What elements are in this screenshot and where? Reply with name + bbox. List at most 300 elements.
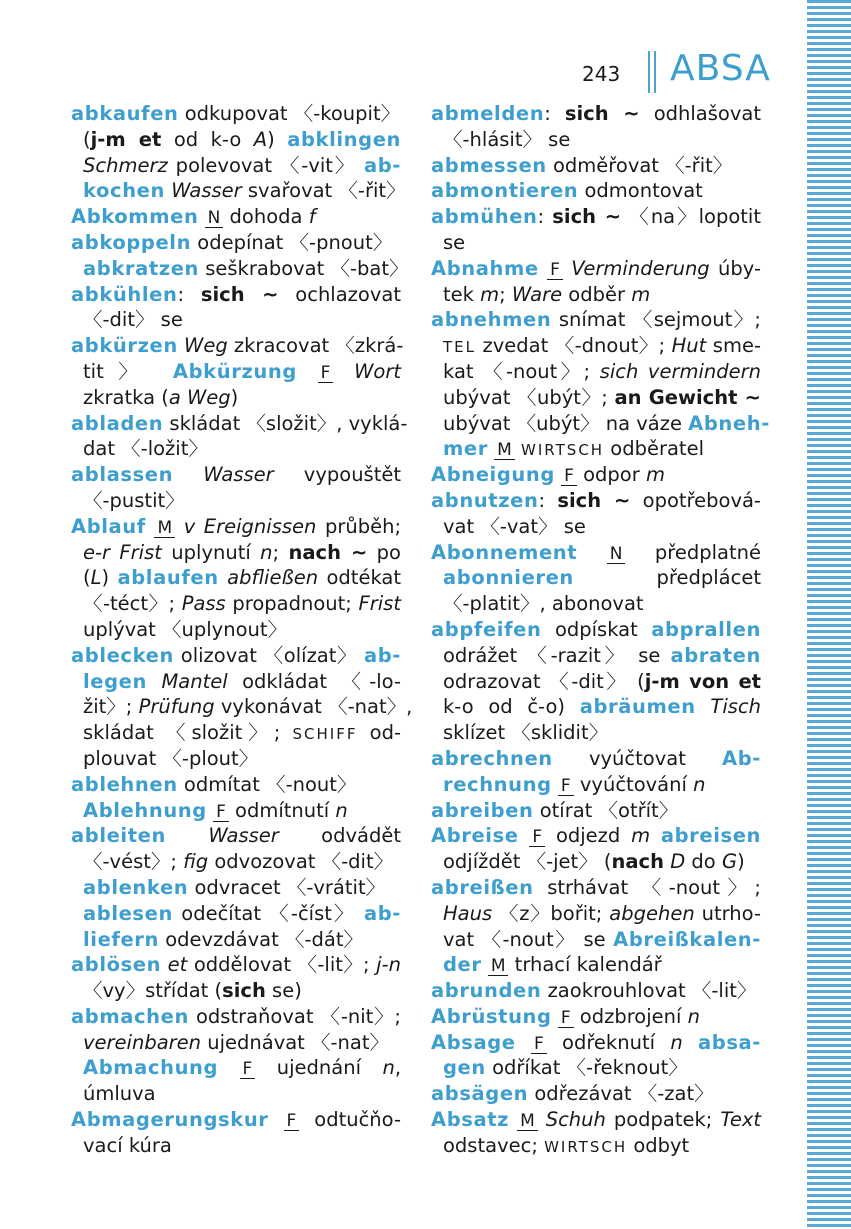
- entry-text: úby-: [709, 256, 762, 280]
- entry-text: žit〉;: [83, 695, 139, 719]
- entry-text: odstraňovat 〈-nit〉;: [188, 1004, 401, 1028]
- dictionary-line: [71, 1133, 401, 1159]
- entry-text: ;: [499, 282, 512, 306]
- headword: abkoppeln: [71, 230, 192, 254]
- dictionary-line: [431, 256, 761, 282]
- entry-text: ,: [394, 1056, 402, 1080]
- dictionary-line: [431, 204, 761, 230]
- entry-text: seškrabovat 〈-bat〉: [199, 256, 409, 280]
- entry-text: f: [308, 205, 316, 229]
- entry-text: :: [538, 488, 558, 512]
- entry-text: Tisch: [710, 695, 761, 719]
- headword: abmelden: [431, 102, 545, 125]
- gender-marker: F: [318, 364, 334, 383]
- entry-text: [147, 670, 161, 693]
- entry-text: sklízet 〈sklidit〉: [443, 721, 609, 745]
- headword: abonnieren: [443, 566, 574, 590]
- dictionary-line: [71, 101, 401, 127]
- dictionary-line: [71, 1107, 401, 1133]
- entry-text: [519, 824, 530, 847]
- entry-text: sich ~: [200, 282, 279, 306]
- dictionary-line: [431, 720, 761, 746]
- gender-marker: F: [561, 467, 577, 486]
- entry-text: odhlašovat: [639, 102, 761, 125]
- dictionary-line: [431, 1107, 761, 1133]
- dictionary-line: [431, 101, 761, 127]
- entry-text: dohoda: [223, 205, 309, 229]
- headword: legen: [83, 669, 147, 693]
- headword: ab-: [363, 153, 401, 177]
- entry-text: tek: [443, 282, 481, 306]
- entry-text: m: [645, 463, 665, 487]
- dictionary-line: [431, 591, 761, 617]
- headword: Abneh-: [688, 411, 770, 435]
- headword: liefern: [83, 927, 160, 951]
- headword: abkühlen: [71, 282, 178, 306]
- entry-text: 〈-platit〉, abonovat: [443, 592, 644, 616]
- entry-text: skládat 〈složit〉;: [83, 721, 293, 745]
- entry-text: propadnout;: [225, 592, 359, 616]
- dictionary-line: [431, 849, 761, 875]
- dictionary-line: [71, 720, 401, 746]
- entry-text: ): [737, 850, 745, 874]
- entry-text: j-m et: [90, 127, 162, 151]
- entry-text: L: [90, 566, 102, 590]
- entry-text: uplynutí: [161, 540, 261, 564]
- entry-text: ): [230, 385, 239, 409]
- entry-text: 〈-hlásit〉 se: [443, 127, 571, 151]
- entry-text: nach: [611, 850, 664, 874]
- headword: Abmagerungskur: [71, 1108, 269, 1132]
- entry-text: se): [265, 979, 302, 1003]
- entry-text: Wort: [354, 359, 401, 383]
- entry-text: n: [382, 1056, 395, 1080]
- headword: abpfeifen: [431, 617, 542, 641]
- dictionary-line: [431, 927, 761, 953]
- entry-text: sich: [222, 979, 266, 1003]
- dictionary-line: [71, 952, 401, 978]
- headword: abreißen: [431, 875, 534, 899]
- entry-text: odepínat 〈-pnout〉: [191, 230, 393, 254]
- entry-text: odvozovat 〈-dit〉: [208, 850, 394, 874]
- entry-text: Pass: [181, 592, 226, 616]
- entry-text: [219, 566, 227, 589]
- domain-label: TEL: [443, 338, 476, 357]
- entry-text: m: [631, 824, 651, 848]
- dictionary-line: [431, 514, 761, 540]
- dictionary-line: [71, 436, 401, 462]
- headword: Abneigung: [431, 463, 555, 487]
- entry-text: 〈na〉lopotit: [621, 205, 761, 229]
- headword: Abreise: [431, 824, 519, 848]
- entry-text: odrazovat 〈-dit〉 (: [443, 669, 645, 693]
- dictionary-line: [71, 282, 401, 308]
- headword: ablenken: [83, 875, 189, 899]
- entry-text: [516, 1031, 531, 1054]
- dictionary-line: [431, 385, 761, 411]
- dictionary-line: [71, 540, 401, 566]
- headword: Abreißkalen-: [613, 927, 761, 951]
- dictionary-line: [71, 256, 409, 282]
- dictionary-line: [431, 1004, 761, 1030]
- entry-text: utrho-: [694, 901, 761, 925]
- dictionary-line: [71, 230, 401, 256]
- headword: Abkommen: [71, 205, 199, 229]
- dictionary-line: [431, 540, 761, 566]
- headword: abreisen: [660, 824, 762, 848]
- entry-text: uplývat 〈uplynout〉: [83, 617, 288, 641]
- domain-label: WIRTSCH: [544, 1137, 628, 1156]
- headword: abmessen: [431, 153, 547, 177]
- headword: abrechnen: [431, 746, 553, 770]
- headword: abkürzen: [71, 334, 178, 358]
- entry-text: odběratel: [604, 437, 704, 461]
- dictionary-line: [71, 1055, 401, 1081]
- dictionary-line: [71, 978, 401, 1004]
- entry-text: odstavec;: [443, 1133, 545, 1157]
- entry-text: odměřovat 〈-řit〉: [546, 153, 733, 177]
- headword: kochen: [83, 179, 165, 203]
- dictionary-line: [71, 901, 401, 927]
- entry-text: vereinbaren: [83, 1030, 202, 1054]
- dictionary-line: [71, 746, 401, 772]
- entry-text: nach ~: [288, 540, 368, 564]
- entry-text: Ware: [511, 282, 563, 306]
- headword: abreiben: [431, 798, 534, 822]
- entry-text: n: [670, 1030, 683, 1054]
- headword: rechnung: [443, 772, 552, 796]
- dictionary-line: [71, 153, 401, 179]
- entry-text: skládat 〈složit〉, vyklá-: [163, 411, 408, 435]
- headword: abraten: [670, 643, 761, 667]
- entry-text: [683, 1031, 698, 1054]
- headword: abnehmen: [431, 308, 552, 332]
- headword: absägen: [431, 1082, 529, 1106]
- entry-text: odpískat: [541, 617, 652, 641]
- entry-text: sich ~: [564, 102, 640, 125]
- entry-text: [696, 695, 711, 718]
- entry-text: 〈z〉bořit;: [492, 901, 610, 925]
- gender-marker: F: [529, 828, 545, 847]
- headword: ab-: [363, 643, 401, 667]
- entry-text: od-: [357, 721, 401, 745]
- dictionary-line: [431, 1030, 761, 1056]
- entry-text: po: [367, 540, 401, 564]
- entry-text: m: [631, 282, 651, 306]
- thumb-index-tab: [807, 0, 851, 1229]
- entry-text: G: [721, 850, 738, 874]
- dictionary-line: [431, 1133, 761, 1159]
- entry-text: odmítnutí: [228, 798, 336, 822]
- dictionary-line: [431, 153, 761, 179]
- dictionary-line: [431, 333, 761, 359]
- dictionary-line: [431, 823, 761, 849]
- entry-text: sich ~: [552, 205, 622, 229]
- headword: abladen: [71, 411, 164, 435]
- entry-text: strhávat 〈-nout〉;: [533, 875, 761, 899]
- entry-text: kat 〈-nout〉;: [443, 359, 600, 383]
- gender-marker: M: [154, 519, 175, 538]
- entry-text: odjezd: [545, 824, 632, 848]
- dictionary-line: [431, 901, 761, 927]
- headword: abräumen: [579, 695, 696, 719]
- entry-text: Text: [720, 1108, 762, 1132]
- entry-text: 〈-téct〉;: [83, 592, 182, 616]
- dictionary-line: [431, 127, 761, 153]
- entry-text: zaokrouhlovat 〈-lit〉: [541, 979, 757, 1003]
- headword: der: [443, 953, 482, 977]
- entry-text: Mantel: [161, 669, 228, 693]
- headword: gen: [443, 1056, 486, 1080]
- entry-text: j-n: [376, 953, 401, 977]
- entry-text: Weg: [184, 334, 228, 358]
- entry-text: snímat 〈sejmout〉;: [551, 308, 761, 332]
- entry-text: podpatek;: [605, 1108, 721, 1132]
- entry-text: fig: [183, 850, 209, 874]
- gender-marker: F: [558, 777, 574, 796]
- entry-text: ujednávat 〈-nat〉: [201, 1030, 390, 1054]
- headword: abmachen: [71, 1004, 189, 1028]
- entry-text: polevovat 〈-vit〉: [167, 153, 364, 177]
- dictionary-line: [71, 307, 401, 333]
- entry-text: ): [101, 566, 118, 590]
- entry-text: odjíždět 〈-jet〉 (: [443, 850, 612, 874]
- header-divider: [654, 51, 656, 93]
- entry-text: předplácet: [573, 566, 761, 590]
- gender-marker: F: [531, 1035, 547, 1054]
- dictionary-line: [71, 127, 401, 153]
- dictionary-line: [71, 514, 401, 540]
- entry-text: odřezávat 〈-zat〉: [528, 1082, 714, 1106]
- header-divider: [648, 51, 650, 93]
- entry-text: svařovat 〈-řit〉: [241, 179, 406, 203]
- entry-text: :: [537, 205, 553, 229]
- entry-text: ): [267, 127, 288, 151]
- headword: abnutzen: [431, 488, 539, 512]
- entry-text: [297, 360, 318, 383]
- gender-marker: F: [284, 1112, 300, 1131]
- entry-text: Prüfung: [138, 695, 215, 719]
- dictionary-line: [431, 952, 761, 978]
- entry-text: zvedat 〈-dnout〉;: [476, 334, 672, 358]
- headword: ablehnen: [71, 772, 178, 796]
- headword: Absatz: [431, 1108, 510, 1132]
- dictionary-line: [431, 1081, 761, 1107]
- entry-text: e-r Frist: [83, 540, 162, 564]
- entry-text: ochlazovat: [278, 282, 401, 306]
- entry-text: odmítat 〈-nout〉: [177, 772, 357, 796]
- dictionary-line: [71, 823, 401, 849]
- entry-text: [166, 824, 208, 847]
- dictionary-line: [71, 617, 401, 643]
- entry-text: odvracet 〈-vrátit〉: [188, 875, 386, 899]
- page-number: 243: [582, 62, 621, 86]
- entry-text: :: [177, 282, 201, 306]
- entry-text: plouvat 〈-plout〉: [83, 746, 259, 770]
- entry-text: (: [83, 127, 91, 151]
- gender-marker: M: [494, 441, 515, 460]
- entry-text: ujednání: [255, 1056, 383, 1080]
- entry-text: sich vermindern: [599, 359, 762, 383]
- headword: ablösen: [71, 953, 162, 977]
- headword: abkratzen: [83, 256, 200, 280]
- gender-marker: F: [240, 1060, 256, 1079]
- headword: ablaufen: [117, 566, 219, 590]
- entry-text: odmontovat: [578, 179, 703, 203]
- page-header: [560, 48, 770, 98]
- entry-text: [577, 541, 607, 564]
- headword: ablecken: [71, 643, 174, 667]
- dictionary-line: [71, 411, 408, 437]
- domain-label: WIRTSCH: [521, 441, 605, 460]
- headword: Ablauf: [71, 514, 146, 538]
- entry-text: odzbrojení: [573, 1004, 688, 1028]
- entry-text: a Weg: [168, 385, 231, 409]
- dictionary-line: [71, 462, 401, 488]
- entry-text: 〈-vést〉;: [83, 850, 184, 874]
- dictionary-line: [71, 359, 401, 385]
- gender-marker: N: [205, 209, 224, 228]
- entry-text: :: [544, 102, 565, 125]
- entry-text: 〈-pustit〉: [83, 488, 185, 512]
- entry-text: A: [253, 127, 268, 151]
- headword: Absage: [431, 1030, 516, 1054]
- entry-text: tit〉: [83, 359, 173, 383]
- entry-text: vykonávat 〈-nat〉,: [214, 695, 413, 719]
- entry-text: odřeknutí: [546, 1030, 671, 1054]
- dictionary-line: [71, 333, 404, 359]
- entry-text: abgehen: [609, 901, 695, 925]
- entry-text: vypouštět: [273, 463, 401, 487]
- gender-marker: M: [488, 957, 509, 976]
- entry-text: oddělovat 〈-lit〉;: [187, 953, 377, 977]
- entry-text: [333, 360, 354, 383]
- headword: ablassen: [71, 463, 174, 487]
- entry-text: Wasser: [208, 824, 279, 848]
- entry-text: Hut: [671, 334, 707, 358]
- dictionary-line: [71, 385, 401, 411]
- gender-marker: F: [213, 803, 229, 822]
- entry-text: odběr: [562, 282, 632, 306]
- entry-text: dat 〈-ložit〉: [83, 437, 208, 461]
- dictionary-line: [431, 798, 761, 824]
- headword: abprallen: [651, 617, 761, 641]
- headword: Abrüstung: [431, 1004, 552, 1028]
- dictionary-line: [71, 798, 401, 824]
- dictionary-line: [71, 694, 413, 720]
- entry-text: 〈vy〉střídat (: [83, 979, 223, 1003]
- domain-label: SCHIFF: [292, 725, 358, 744]
- dictionary-line: [431, 875, 761, 901]
- headword: mer: [443, 437, 488, 461]
- dictionary-line: [431, 978, 761, 1004]
- dictionary-line: [431, 746, 761, 772]
- gender-marker: F: [558, 1009, 574, 1028]
- entry-text: sme-: [706, 334, 761, 358]
- dictionary-line: [431, 617, 761, 643]
- entry-text: Wasser: [171, 179, 242, 203]
- entry-text: v Ereignissen: [183, 514, 317, 538]
- entry-text: vat 〈-vat〉 se: [443, 514, 586, 538]
- entry-text: odečítat 〈-číst〉: [172, 901, 364, 925]
- dictionary-line: [71, 669, 401, 695]
- entry-text: ubývat 〈ubýt〉;: [443, 385, 615, 409]
- entry-text: [539, 257, 547, 280]
- entry-text: [650, 824, 661, 847]
- headword: absa-: [698, 1030, 761, 1054]
- dictionary-line: [71, 643, 401, 669]
- dictionary-line: [431, 1055, 761, 1081]
- entry-text: odbyt: [627, 1133, 690, 1157]
- entry-text: m: [480, 282, 500, 306]
- entry-text: Haus: [443, 901, 493, 925]
- entry-text: průběh;: [316, 514, 402, 538]
- dictionary-line: [431, 643, 761, 669]
- dictionary-line: [431, 565, 761, 591]
- left-column: [71, 101, 413, 1159]
- entry-text: 〈-dit〉 se: [83, 308, 183, 332]
- dictionary-line: [71, 772, 401, 798]
- entry-text: k-o od č-o): [443, 695, 580, 719]
- dictionary-line: [431, 359, 761, 385]
- gender-marker: F: [547, 261, 563, 280]
- entry-text: [146, 515, 155, 538]
- entry-text: odtučňo-: [299, 1108, 401, 1132]
- dictionary-line: [71, 927, 401, 953]
- entry-text: Wasser: [203, 463, 274, 487]
- entry-text: vyúčtovat: [552, 746, 723, 770]
- entry-text: Schmerz: [83, 153, 168, 177]
- headword: Abnahme: [431, 256, 539, 280]
- entry-text: do: [685, 850, 722, 874]
- dictionary-line: [71, 565, 401, 591]
- entry-text: Schuh: [545, 1108, 606, 1132]
- entry-text: et: [167, 953, 188, 977]
- dictionary-line: [71, 1081, 401, 1107]
- dictionary-line: [71, 875, 401, 901]
- entry-text: Frist: [358, 592, 401, 616]
- dictionary-line: [431, 178, 761, 204]
- headword: Abkürzung: [172, 359, 297, 383]
- entry-text: předplatné: [625, 540, 761, 564]
- entry-text: n: [335, 798, 348, 822]
- headword: ableiten: [71, 824, 166, 848]
- entry-text: úmluva: [83, 1082, 156, 1106]
- entry-text: Verminderung: [571, 256, 710, 280]
- entry-text: otírat 〈otřít〉: [533, 798, 679, 822]
- entry-text: vat 〈-nout〉 se: [443, 927, 614, 951]
- dictionary-line: [71, 849, 401, 875]
- index-word: ABSA: [670, 48, 771, 89]
- entry-text: zkracovat 〈zkrá-: [227, 334, 404, 358]
- entry-text: [563, 257, 571, 280]
- entry-text: olizovat 〈olízat〉: [173, 643, 364, 667]
- headword: abmontieren: [431, 179, 579, 203]
- entry-text: D: [670, 850, 686, 874]
- entry-text: opotřebová-: [630, 488, 761, 512]
- headword: Abonnement: [431, 540, 578, 564]
- entry-text: an Gewicht ~: [614, 385, 761, 409]
- gender-marker: M: [517, 1112, 538, 1131]
- entry-text: odkupovat 〈-koupit〉: [178, 102, 401, 125]
- entry-text: n: [260, 540, 273, 564]
- dictionary-line: [431, 694, 761, 720]
- entry-text: abfließen: [227, 566, 319, 590]
- headword: Ab-: [722, 746, 761, 770]
- entry-text: odpor: [576, 463, 646, 487]
- headword: ablesen: [83, 901, 173, 925]
- gender-marker: N: [607, 545, 626, 564]
